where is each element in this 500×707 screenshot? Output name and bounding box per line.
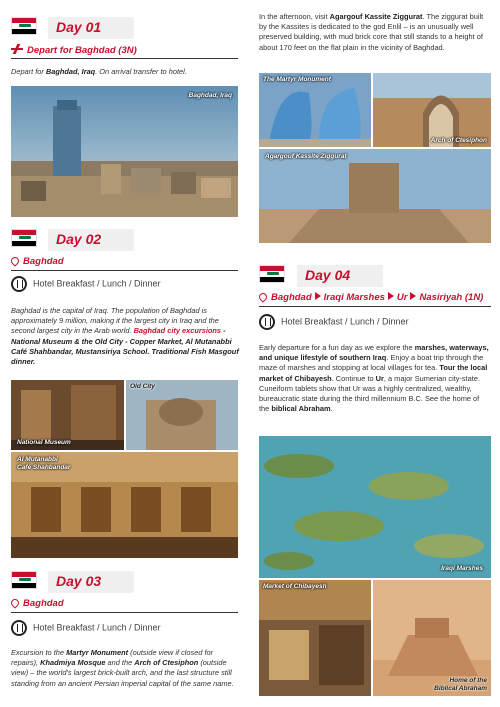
day-02-location: Baghdad (11, 256, 64, 267)
cafe-photo (11, 452, 238, 558)
day-04-header (297, 265, 383, 287)
arrow-right-icon (315, 292, 321, 300)
location-pin-icon (9, 255, 20, 266)
day-02-text: Baghdad is the capital of Iraq. The population of Baghdad is approximately 9 million, making it the largest city in Iraq and the second largest city in the Arab world. Baghdad city excursions - National Museum & the Old City - Copper Market, Al Mutanabbi Café Shahbandar, Mustansiriya School. Traditional Fish Masgouf dinner. (11, 306, 239, 367)
day-04-rule (259, 306, 491, 307)
meal-icon (11, 276, 27, 292)
iraq-flag-icon (259, 265, 285, 283)
ziggurat-caption: Agargouf Kassite Ziggurat (265, 153, 347, 160)
day-03-title: Day 03 (56, 573, 102, 589)
marshes-caption: Iraqi Marshes (441, 565, 483, 572)
day-03-meals: Hotel Breakfast / Lunch / Dinner (11, 620, 161, 636)
arrow-right-icon (410, 292, 416, 300)
day-03-continued-text: In the afternoon, visit Agargouf Kassite Ziggurat. The ziggurat built by the Kassites is dedicated to the god Enlil – is an unusually well preserved building, with mud brick core that still stands to a height of about 170 feet on the flat plain in the vicinity of Baghdad. (259, 12, 484, 52)
day-04-title: Day 04 (305, 267, 351, 283)
day-01-title: Day 01 (56, 19, 102, 35)
meal-icon (259, 314, 275, 330)
cafe-caption: Al Mutanabbi Café Shahbandar (17, 456, 71, 471)
ziggurat-photo (259, 149, 491, 243)
meal-icon (11, 620, 27, 636)
day-01-text: Depart for Baghdad, Iraq. On arrival transfer to hotel. (11, 67, 187, 76)
iraq-flag-icon (11, 571, 37, 589)
day-03-text: Excursion to the Martyr Monument (outside view if closed for repairs), Khadmiya Mosque and the Arch of Ctesiphon (outside view) – the world's largest brick-built arch, and the last structure still standing from an ancient Persian imperial capital of the same name. (11, 648, 234, 688)
abraham-photo (373, 580, 491, 696)
market-caption: Market of Chibayesh (263, 583, 327, 590)
day-01-route: Depart for Baghdad (3N) (11, 44, 137, 56)
martyr-caption: The Martyr Monument (263, 76, 331, 83)
day-03-rule (11, 612, 238, 613)
iraq-flag-icon (11, 17, 37, 35)
ctesiphon-caption: Arch of Ctesiphon (430, 137, 487, 144)
day-02-rule (11, 270, 238, 271)
abraham-caption: Home of the Biblical Abraham (434, 677, 487, 692)
iraq-flag-icon (11, 229, 37, 247)
martyr-monument-photo (259, 73, 371, 147)
day-02-meals: Hotel Breakfast / Lunch / Dinner (11, 276, 161, 292)
airplane-icon (11, 44, 23, 54)
baghdad-photo-caption: Baghdad, Iraq (188, 92, 232, 99)
museum-caption: National Museum (17, 439, 71, 446)
marshes-photo (259, 436, 491, 578)
arrow-right-icon (388, 292, 394, 300)
location-pin-icon (9, 597, 20, 608)
day-01-header (48, 17, 134, 39)
old-city-caption: Old City (130, 383, 155, 390)
day-02-header (48, 229, 134, 251)
day-03-header (48, 571, 134, 593)
ctesiphon-photo (373, 73, 491, 147)
museum-photo (11, 380, 124, 450)
day-04-route: Baghdad Iraqi Marshes Ur Nasiriyah (1N) (259, 292, 483, 303)
baghdad-photo (11, 86, 238, 217)
day-04-text: Early departure for a fun day as we explore the marshes, waterways, and unique lifestyle of southern Iraq. Enjoy a boat trip through the maze of marshes and stopping at local villages for tea. Tour the local market of Chibayesh. Continue to Ur, a major Sumerian city-state. Cuneiform tablets show that Ur was a highly centralized, wealthy, bureaucratic state during the third millennium B.C. See the home of the biblical Abraham. (259, 343, 489, 414)
day-04-meals: Hotel Breakfast / Lunch / Dinner (259, 314, 409, 330)
location-pin-icon (257, 291, 268, 302)
day-02-title: Day 02 (56, 231, 102, 247)
old-city-photo (126, 380, 238, 450)
day-01-rule (11, 58, 238, 59)
day-03-location: Baghdad (11, 598, 64, 609)
market-photo (259, 580, 371, 696)
